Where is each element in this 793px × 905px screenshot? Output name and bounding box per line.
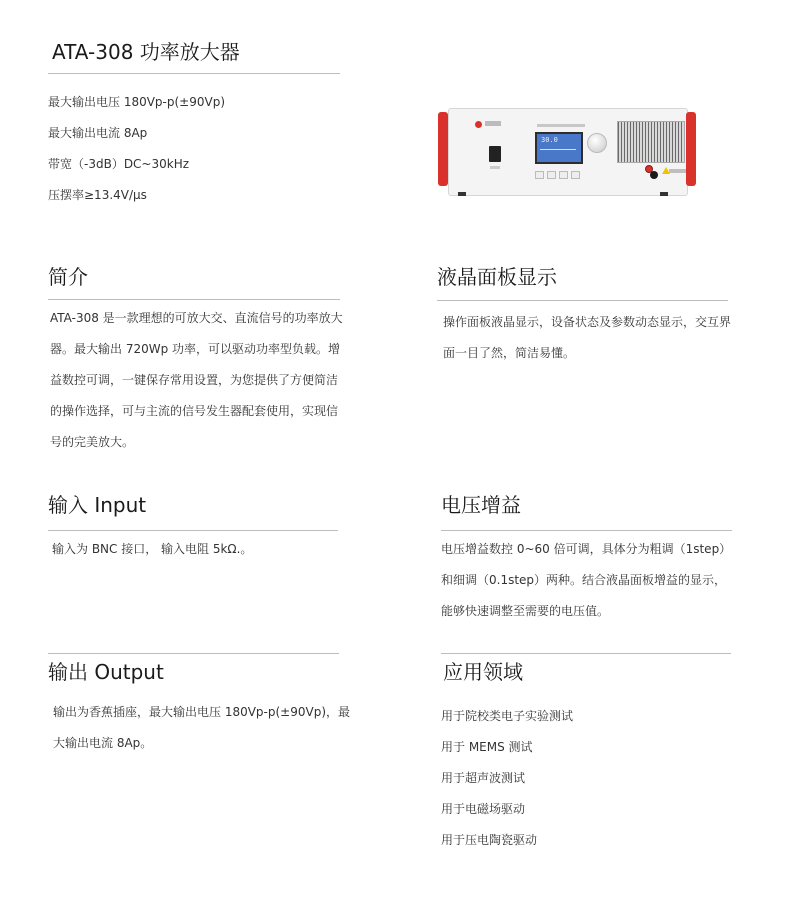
spec-item: 最大输出电压 180Vp-p(±90Vp) xyxy=(48,95,226,109)
knob-icon xyxy=(587,133,607,153)
lcd-line: 面一目了然，简洁易懂。 xyxy=(443,346,576,360)
lcd-screen xyxy=(535,132,583,164)
spec-item: 压摆率≥13.4V/μs xyxy=(48,188,147,202)
application-item: 用于院校类电子实验测试 xyxy=(441,709,574,723)
application-item: 用于 MEMS 测试 xyxy=(441,740,533,754)
output-title: 输出 Output xyxy=(48,660,164,684)
lcd-waveform xyxy=(540,149,576,150)
spec-item: 带宽（-3dB）DC~30kHz xyxy=(48,157,190,171)
gain-title: 电压增益 xyxy=(441,493,521,517)
application-item: 用于超声波测试 xyxy=(441,771,526,785)
gain-divider xyxy=(441,530,732,531)
intro-divider xyxy=(48,299,340,300)
lcd-divider xyxy=(437,300,728,301)
intro-text xyxy=(50,303,342,458)
lcd-text xyxy=(443,307,735,369)
black-terminal-icon xyxy=(650,171,658,179)
application-item: 用于压电陶瓷驱动 xyxy=(441,833,538,847)
input-title: 输入 Input xyxy=(48,493,147,517)
output-line: 输出为香蕉插座，最大输出电压 180Vp-p(±90Vp)，最 xyxy=(53,705,351,719)
intro-line: 的操作选择，可与主流的信号发生器配套使用，实现信 xyxy=(50,404,339,418)
title-divider xyxy=(48,73,340,74)
lcd-line: 操作面板液晶显示，设备状态及参数动态显示，交互界 xyxy=(443,315,732,329)
power-label-mark xyxy=(490,166,500,169)
device-foot xyxy=(660,192,668,196)
intro-line: 号的完美放大。 xyxy=(50,435,135,449)
spec-item: 最大输出电流 8Ap xyxy=(48,126,148,140)
brand-logo-text xyxy=(485,121,501,126)
gain-line: 能够快速调整至需要的电压值。 xyxy=(441,604,610,618)
input-divider xyxy=(48,530,338,531)
panel-buttons xyxy=(535,171,583,177)
device-foot xyxy=(458,192,466,196)
left-handle xyxy=(438,112,448,186)
applications-top-divider xyxy=(441,653,731,654)
intro-line: 器。最大输出 720Wp 功率，可以驱动功率型负载。增 xyxy=(50,342,341,356)
warning-label-mark xyxy=(669,169,687,173)
gain-line: 和细调（0.1step）两种。结合液晶面板增益的显示， xyxy=(441,573,727,587)
intro-line: 益数控可调，一键保存常用设置，为您提供了方便简洁 xyxy=(50,373,339,387)
brand-logo-icon xyxy=(475,121,482,128)
lcd-section-title: 液晶面板显示 xyxy=(437,265,557,289)
product-title: ATA-308 功率放大器 xyxy=(52,40,240,64)
applications-title: 应用领域 xyxy=(443,660,523,684)
intro-title: 简介 xyxy=(48,265,88,289)
input-text: 输入为 BNC 接口， 输入电阻 5kΩ.。 xyxy=(52,542,253,556)
output-line: 大输出电流 8Ap。 xyxy=(53,736,153,750)
vent-grille xyxy=(617,121,685,163)
amplifier-chassis xyxy=(448,108,688,196)
gain-line: 电压增益数控 0~60 倍可调，具体分为粗调（1step） xyxy=(441,542,732,556)
model-label-mark xyxy=(537,124,585,127)
gain-text xyxy=(441,534,733,627)
application-item: 用于电磁场驱动 xyxy=(441,802,526,816)
power-switch-icon xyxy=(489,146,501,162)
right-handle xyxy=(686,112,696,186)
product-image xyxy=(436,104,698,196)
output-top-divider xyxy=(48,653,339,654)
intro-line: ATA-308 是一款理想的可放大交、直流信号的功率放大 xyxy=(50,311,343,325)
output-text xyxy=(53,697,351,759)
lcd-readout: 30.0 xyxy=(541,136,558,144)
